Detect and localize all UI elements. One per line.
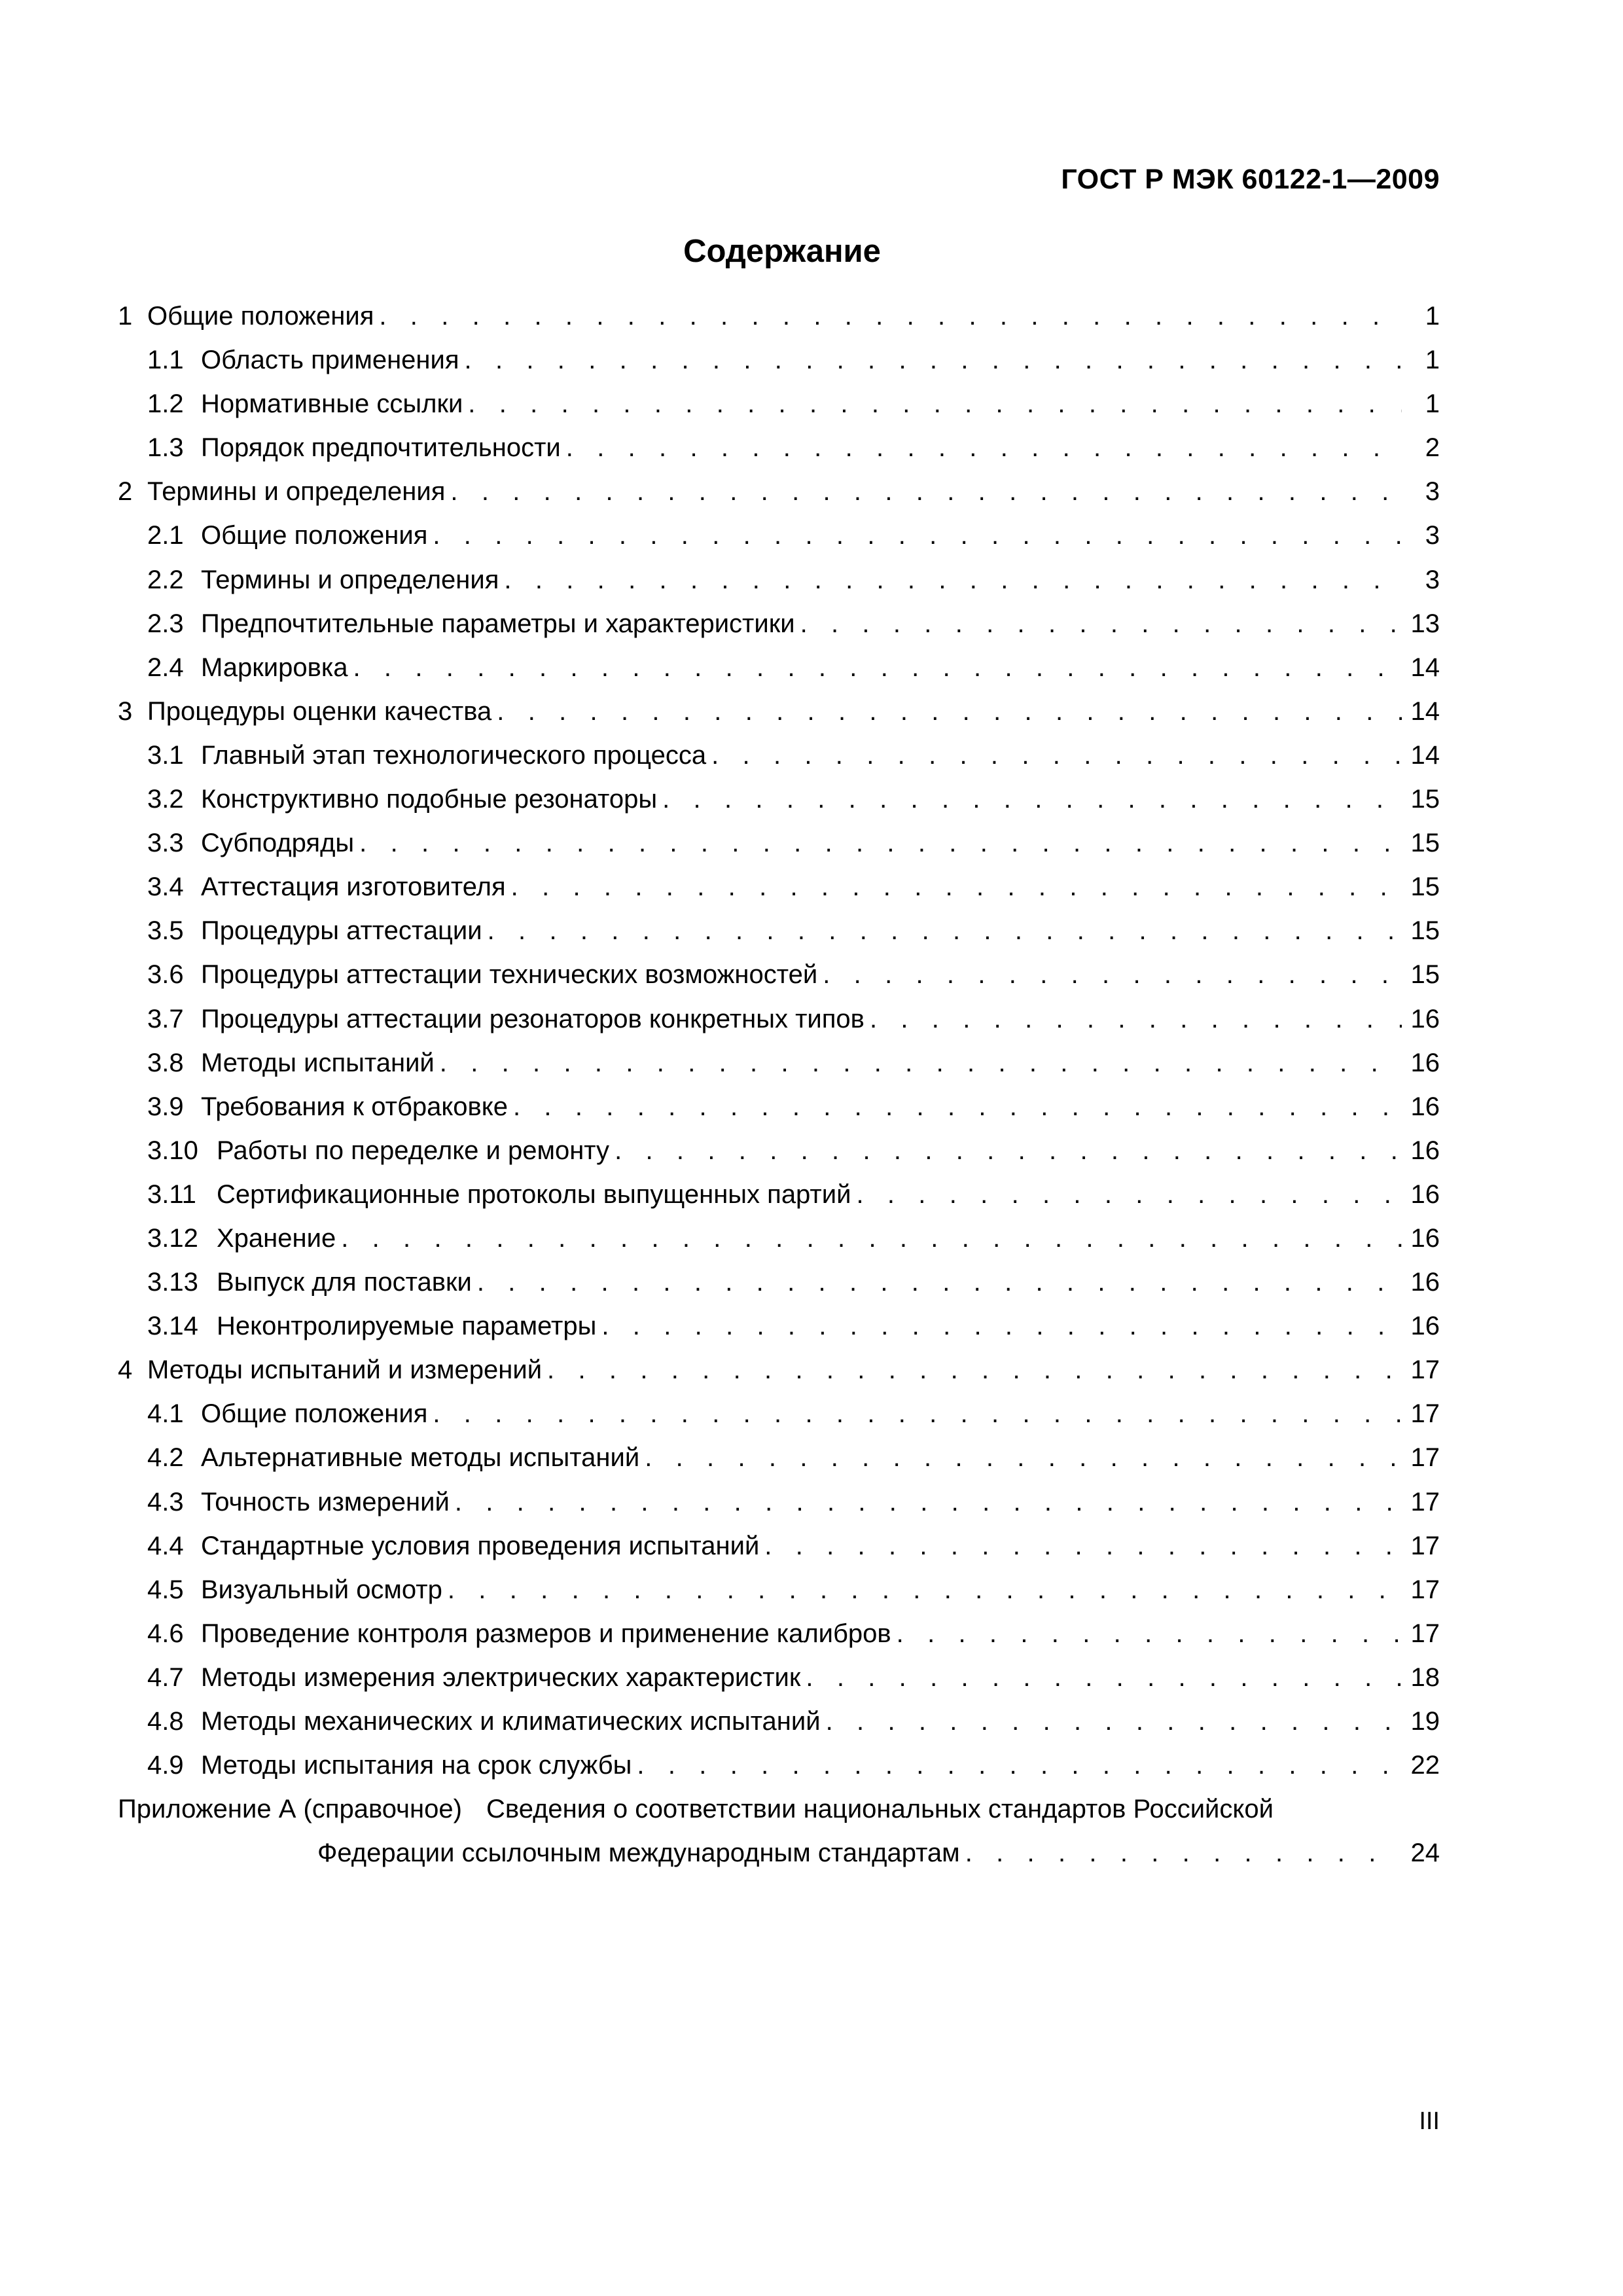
dot-leader xyxy=(341,1217,1402,1261)
toc-entry-page: 17 xyxy=(1410,1399,1440,1429)
toc-entry[interactable] xyxy=(118,1348,1440,1392)
toc-entry-page: 15 xyxy=(1410,916,1440,946)
toc-entry-number: 4.7 xyxy=(147,1662,184,1692)
toc-entry[interactable] xyxy=(118,382,1440,426)
toc-entry-title: Точность измерений xyxy=(201,1487,450,1516)
toc-entry[interactable] xyxy=(118,1744,1440,1787)
dot-leader xyxy=(450,470,1402,514)
toc-entry-page: 3 xyxy=(1425,565,1440,594)
dot-leader xyxy=(353,646,1402,690)
toc-entry[interactable] xyxy=(118,1129,1440,1173)
toc-entry[interactable] xyxy=(118,909,1440,953)
toc-entry-page: 1 xyxy=(1425,389,1440,419)
toc-entry-page: 15 xyxy=(1410,785,1440,814)
dot-leader xyxy=(379,295,1402,338)
toc-entry-page: 16 xyxy=(1410,1312,1440,1341)
toc-entry-page: 2 xyxy=(1425,433,1440,463)
toc-entry-number: 3.6 xyxy=(147,960,184,990)
toc-entry-number: 4.8 xyxy=(147,1707,184,1736)
toc-entry-page: 17 xyxy=(1410,1531,1440,1560)
toc-entry[interactable] xyxy=(118,1612,1440,1656)
toc-entry-number: 3 xyxy=(118,696,133,726)
toc-entry-number: 3.14 xyxy=(147,1312,198,1341)
toc-entry-number: 4.5 xyxy=(147,1575,184,1604)
toc-entry[interactable] xyxy=(118,778,1440,821)
toc-entry[interactable] xyxy=(118,602,1440,646)
dot-leader xyxy=(870,997,1402,1041)
annex-title-line1: Сведения о соответствии национальных стандартов Российской xyxy=(486,1795,1274,1824)
dot-leader xyxy=(455,1480,1402,1524)
toc-entry[interactable] xyxy=(118,1173,1440,1217)
toc-entry-number: 3.13 xyxy=(147,1268,198,1297)
toc-entry-title: Выпуск для поставки xyxy=(217,1268,472,1297)
toc-entry-page: 17 xyxy=(1410,1487,1440,1516)
toc-entry-title: Субподряды xyxy=(201,829,355,858)
toc-entry-title: Стандартные условия проведения испытаний xyxy=(201,1531,760,1560)
toc-entry-page: 17 xyxy=(1410,1355,1440,1385)
toc-entry-number: 4.6 xyxy=(147,1619,184,1648)
dot-leader xyxy=(662,778,1402,821)
toc-title: Содержание xyxy=(683,234,881,269)
dot-leader xyxy=(547,1348,1402,1392)
toc-entry-page: 14 xyxy=(1410,696,1440,726)
toc-entry-title: Область применения xyxy=(201,346,459,375)
dot-leader xyxy=(645,1436,1402,1480)
toc-entry-number: 3.1 xyxy=(147,740,184,770)
dot-leader xyxy=(615,1129,1402,1173)
toc-entry[interactable] xyxy=(118,1700,1440,1744)
dot-leader xyxy=(468,382,1402,426)
toc-entry[interactable] xyxy=(118,1392,1440,1436)
toc-entry-number: 2.3 xyxy=(147,609,184,638)
dot-leader xyxy=(856,1173,1402,1217)
toc-entry-page: 18 xyxy=(1410,1662,1440,1692)
toc-entry-number: 2 xyxy=(118,477,133,507)
toc-entry[interactable] xyxy=(118,1480,1440,1524)
toc-entry[interactable] xyxy=(118,1261,1440,1304)
toc-entry-page: 15 xyxy=(1410,960,1440,990)
toc-entry-number: 2.2 xyxy=(147,565,184,594)
dot-leader xyxy=(359,821,1402,865)
toc-entry[interactable] xyxy=(118,514,1440,558)
toc-entry-page: 1 xyxy=(1425,302,1440,331)
toc-entry-page: 15 xyxy=(1410,872,1440,902)
dot-leader xyxy=(764,1524,1402,1568)
toc-entry-title: Маркировка xyxy=(201,653,348,682)
toc-entry-title: Требования к отбраковке xyxy=(201,1092,508,1121)
dot-leader xyxy=(448,1568,1402,1612)
toc-entry-number: 4.3 xyxy=(147,1487,184,1516)
toc-entry-title: Неконтролируемые параметры xyxy=(217,1312,597,1341)
toc-entry-title: Работы по переделке и ремонту xyxy=(217,1136,610,1165)
toc-entry-number: 1.3 xyxy=(147,433,184,463)
toc-entry-page: 3 xyxy=(1425,477,1440,507)
toc-entry-number: 3.10 xyxy=(147,1136,198,1165)
dot-leader xyxy=(806,1656,1402,1700)
dot-leader xyxy=(513,1085,1402,1129)
toc-entry-number: 4.1 xyxy=(147,1399,184,1429)
toc-entry-title: Процедуры оценки качества xyxy=(147,696,492,726)
toc-entry-title: Термины и определения xyxy=(201,565,499,594)
toc-entry-page: 16 xyxy=(1410,1136,1440,1165)
toc-entry-page: 3 xyxy=(1425,521,1440,550)
toc-entry-number: 1 xyxy=(118,302,133,331)
toc-entry[interactable] xyxy=(118,821,1440,865)
toc-entry[interactable] xyxy=(118,1041,1440,1085)
toc-entry-page: 19 xyxy=(1410,1707,1440,1736)
annex-page: 24 xyxy=(1410,1839,1440,1868)
toc-entry-title: Конструктивно подобные резонаторы xyxy=(201,785,658,814)
toc-entry-title: Общие положения xyxy=(201,1399,428,1429)
toc-entry-number: 3.3 xyxy=(147,829,184,858)
toc-entry-number: 3.7 xyxy=(147,1004,184,1033)
toc-entry[interactable] xyxy=(118,1085,1440,1129)
toc-entry-title: Методы испытаний и измерений xyxy=(147,1355,543,1385)
dot-leader xyxy=(826,1700,1402,1744)
dot-leader xyxy=(637,1744,1402,1787)
toc-entry[interactable] xyxy=(118,646,1440,690)
toc-entry-title: Методы измерения электрических характеристик xyxy=(201,1662,801,1692)
toc-entries xyxy=(118,295,1440,1787)
toc-entry-page: 16 xyxy=(1410,1268,1440,1297)
toc-entry-number: 3.12 xyxy=(147,1223,198,1253)
toc-entry[interactable] xyxy=(118,338,1440,382)
toc-entry-title: Методы испытания на срок службы xyxy=(201,1751,632,1780)
dot-leader xyxy=(440,1041,1402,1085)
document-code: ГОСТ Р МЭК 60122-1—2009 xyxy=(1061,164,1440,195)
toc-entry-title: Визуальный осмотр xyxy=(201,1575,442,1604)
dot-leader xyxy=(433,1392,1402,1436)
toc-entry-page: 1 xyxy=(1425,346,1440,375)
toc-entry-title: Альтернативные методы испытаний xyxy=(201,1443,640,1473)
toc-entry-number: 1.2 xyxy=(147,389,184,419)
toc-entry-title: Хранение xyxy=(217,1223,336,1253)
toc-entry[interactable] xyxy=(118,997,1440,1041)
dot-leader xyxy=(511,865,1402,909)
toc-entry-number: 3.9 xyxy=(147,1092,184,1121)
toc-entry-page: 17 xyxy=(1410,1443,1440,1473)
toc-entry-title: Предпочтительные параметры и характеристики xyxy=(201,609,795,638)
page-number: III xyxy=(1419,2108,1440,2135)
toc-entry-title: Процедуры аттестации xyxy=(201,916,482,946)
toc-annex-line1[interactable] xyxy=(118,1787,1440,1831)
toc-entry-title: Методы испытаний xyxy=(201,1048,435,1077)
toc-entry-title: Аттестация изготовителя xyxy=(201,872,506,902)
toc-entry-page: 14 xyxy=(1410,653,1440,682)
toc-entry-page: 16 xyxy=(1410,1179,1440,1209)
toc-entry-page: 16 xyxy=(1410,1048,1440,1077)
toc-entry[interactable] xyxy=(118,558,1440,602)
toc-entry-number: 4.2 xyxy=(147,1443,184,1473)
toc-entry-number: 3.5 xyxy=(147,916,184,946)
dot-leader xyxy=(497,690,1402,734)
toc-entry[interactable] xyxy=(118,1524,1440,1568)
toc-entry-page: 17 xyxy=(1410,1619,1440,1648)
toc-entry[interactable] xyxy=(118,295,1440,338)
toc-entry-title: Порядок предпочтительности xyxy=(201,433,561,463)
toc-entry-title: Общие положения xyxy=(147,302,374,331)
toc-entry[interactable] xyxy=(118,1304,1440,1348)
toc-entry-number: 3.11 xyxy=(147,1179,196,1209)
dot-leader xyxy=(477,1261,1402,1304)
dot-leader xyxy=(965,1831,1402,1875)
toc-entry-number: 4.4 xyxy=(147,1531,184,1560)
toc-entry-title: Общие положения xyxy=(201,521,428,550)
dot-leader xyxy=(504,558,1402,602)
dot-leader xyxy=(800,602,1402,646)
toc-entry-number: 2.4 xyxy=(147,653,184,682)
dot-leader xyxy=(601,1304,1402,1348)
toc-annex-line2[interactable] xyxy=(118,1831,1440,1875)
toc-entry-page: 14 xyxy=(1410,740,1440,770)
toc-entry-page: 16 xyxy=(1410,1004,1440,1033)
toc-entry[interactable] xyxy=(118,865,1440,909)
toc-entry-title: Методы механических и климатических испытаний xyxy=(201,1707,821,1736)
toc-entry[interactable] xyxy=(118,1436,1440,1480)
toc-entry-number: 3.2 xyxy=(147,785,184,814)
toc-entry[interactable] xyxy=(118,690,1440,734)
toc-entry[interactable] xyxy=(118,1656,1440,1700)
toc-entry[interactable] xyxy=(118,734,1440,778)
dot-leader xyxy=(465,338,1402,382)
toc-entry-page: 17 xyxy=(1410,1575,1440,1604)
toc-entry-number: 1.1 xyxy=(147,346,184,375)
dot-leader xyxy=(823,953,1402,997)
table-of-contents xyxy=(118,295,1440,1875)
toc-entry[interactable] xyxy=(118,1217,1440,1261)
toc-entry-page: 22 xyxy=(1410,1751,1440,1780)
toc-entry-title: Сертификационные протоколы выпущенных партий xyxy=(217,1179,851,1209)
toc-entry-title: Процедуры аттестации резонаторов конкретных типов xyxy=(201,1004,865,1033)
toc-entry-title: Нормативные ссылки xyxy=(201,389,463,419)
toc-entry-number: 4 xyxy=(118,1355,133,1385)
toc-entry[interactable] xyxy=(118,470,1440,514)
toc-entry[interactable] xyxy=(118,953,1440,997)
annex-label: Приложение А (справочное) xyxy=(118,1795,462,1824)
toc-entry[interactable] xyxy=(118,426,1440,470)
dot-leader xyxy=(711,734,1402,778)
dot-leader xyxy=(897,1612,1402,1656)
toc-entry-page: 16 xyxy=(1410,1092,1440,1121)
toc-entry-number: 3.4 xyxy=(147,872,184,902)
annex-title-line2: Федерации ссылочным международным стандартам xyxy=(317,1839,960,1868)
toc-entry-number: 4.9 xyxy=(147,1751,184,1780)
toc-entry[interactable] xyxy=(118,1568,1440,1612)
dot-leader xyxy=(566,426,1402,470)
toc-entry-number: 3.8 xyxy=(147,1048,184,1077)
toc-entry-title: Термины и определения xyxy=(147,477,446,507)
toc-entry-page: 13 xyxy=(1410,609,1440,638)
dot-leader xyxy=(488,909,1402,953)
toc-entry-title: Процедуры аттестации технических возможностей xyxy=(201,960,818,990)
toc-entry-page: 15 xyxy=(1410,829,1440,858)
toc-entry-number: 2.1 xyxy=(147,521,184,550)
dot-leader xyxy=(433,514,1402,558)
toc-entry-title: Главный этап технологического процесса xyxy=(201,740,707,770)
toc-entry-page: 16 xyxy=(1410,1223,1440,1253)
toc-entry-title: Проведение контроля размеров и применение калибров xyxy=(201,1619,891,1648)
